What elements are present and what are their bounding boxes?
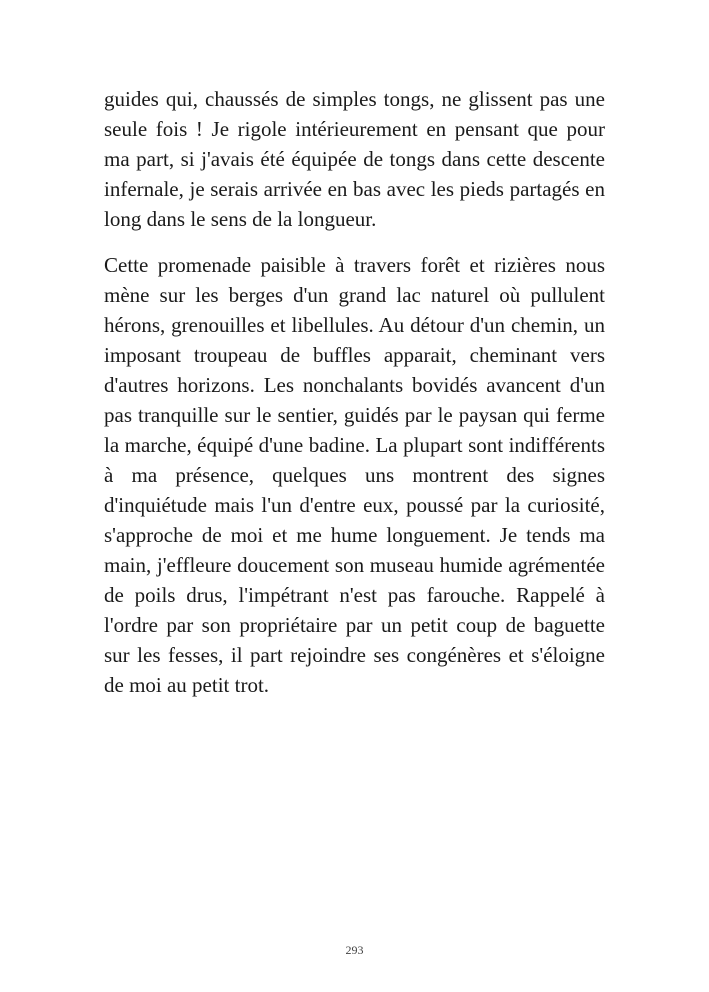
page-number: 293 — [345, 943, 364, 957]
paragraph-2: Cette promenade paisible à travers forêt et rizières nous mène sur les berges d'un grand lac naturel où pullulent hérons, grenouilles et libellules. Au détour d'un chemin, un imposant troupeau de buffles apparait, cheminant vers d'autres horizons. Les nonchalants bovidés avancent d'un pas tranquille sur le sentier, guidés par le paysan qui ferme la marche, équipé d'une badine. La plupart sont indifférents à ma présence, quelques uns montrent des signes d'inquiétude mais l'un d'entre eux, poussé par la curiosité, s'approche de moi et me hume longuement. Je tends ma main, j'effleure doucement son museau humide agrémentée de poils drus, l'impétrant n'est pas farouche. Rappelé à l'ordre par son propriétaire par un petit coup de baguette sur les fesses, il part rejoindre ses congénères et s'éloigne de moi au petit trot. — [104, 253, 605, 697]
body-text — [104, 84, 605, 700]
paragraph-1: guides qui, chaussés de simples tongs, ne glissent pas une seule fois ! Je rigole intérieurement en pensant que pour ma part, si j'avais été équipée de tongs dans cette descente infernale, je serais arrivée en bas avec les pieds partagés en long dans le sens de la longueur. — [104, 87, 605, 231]
